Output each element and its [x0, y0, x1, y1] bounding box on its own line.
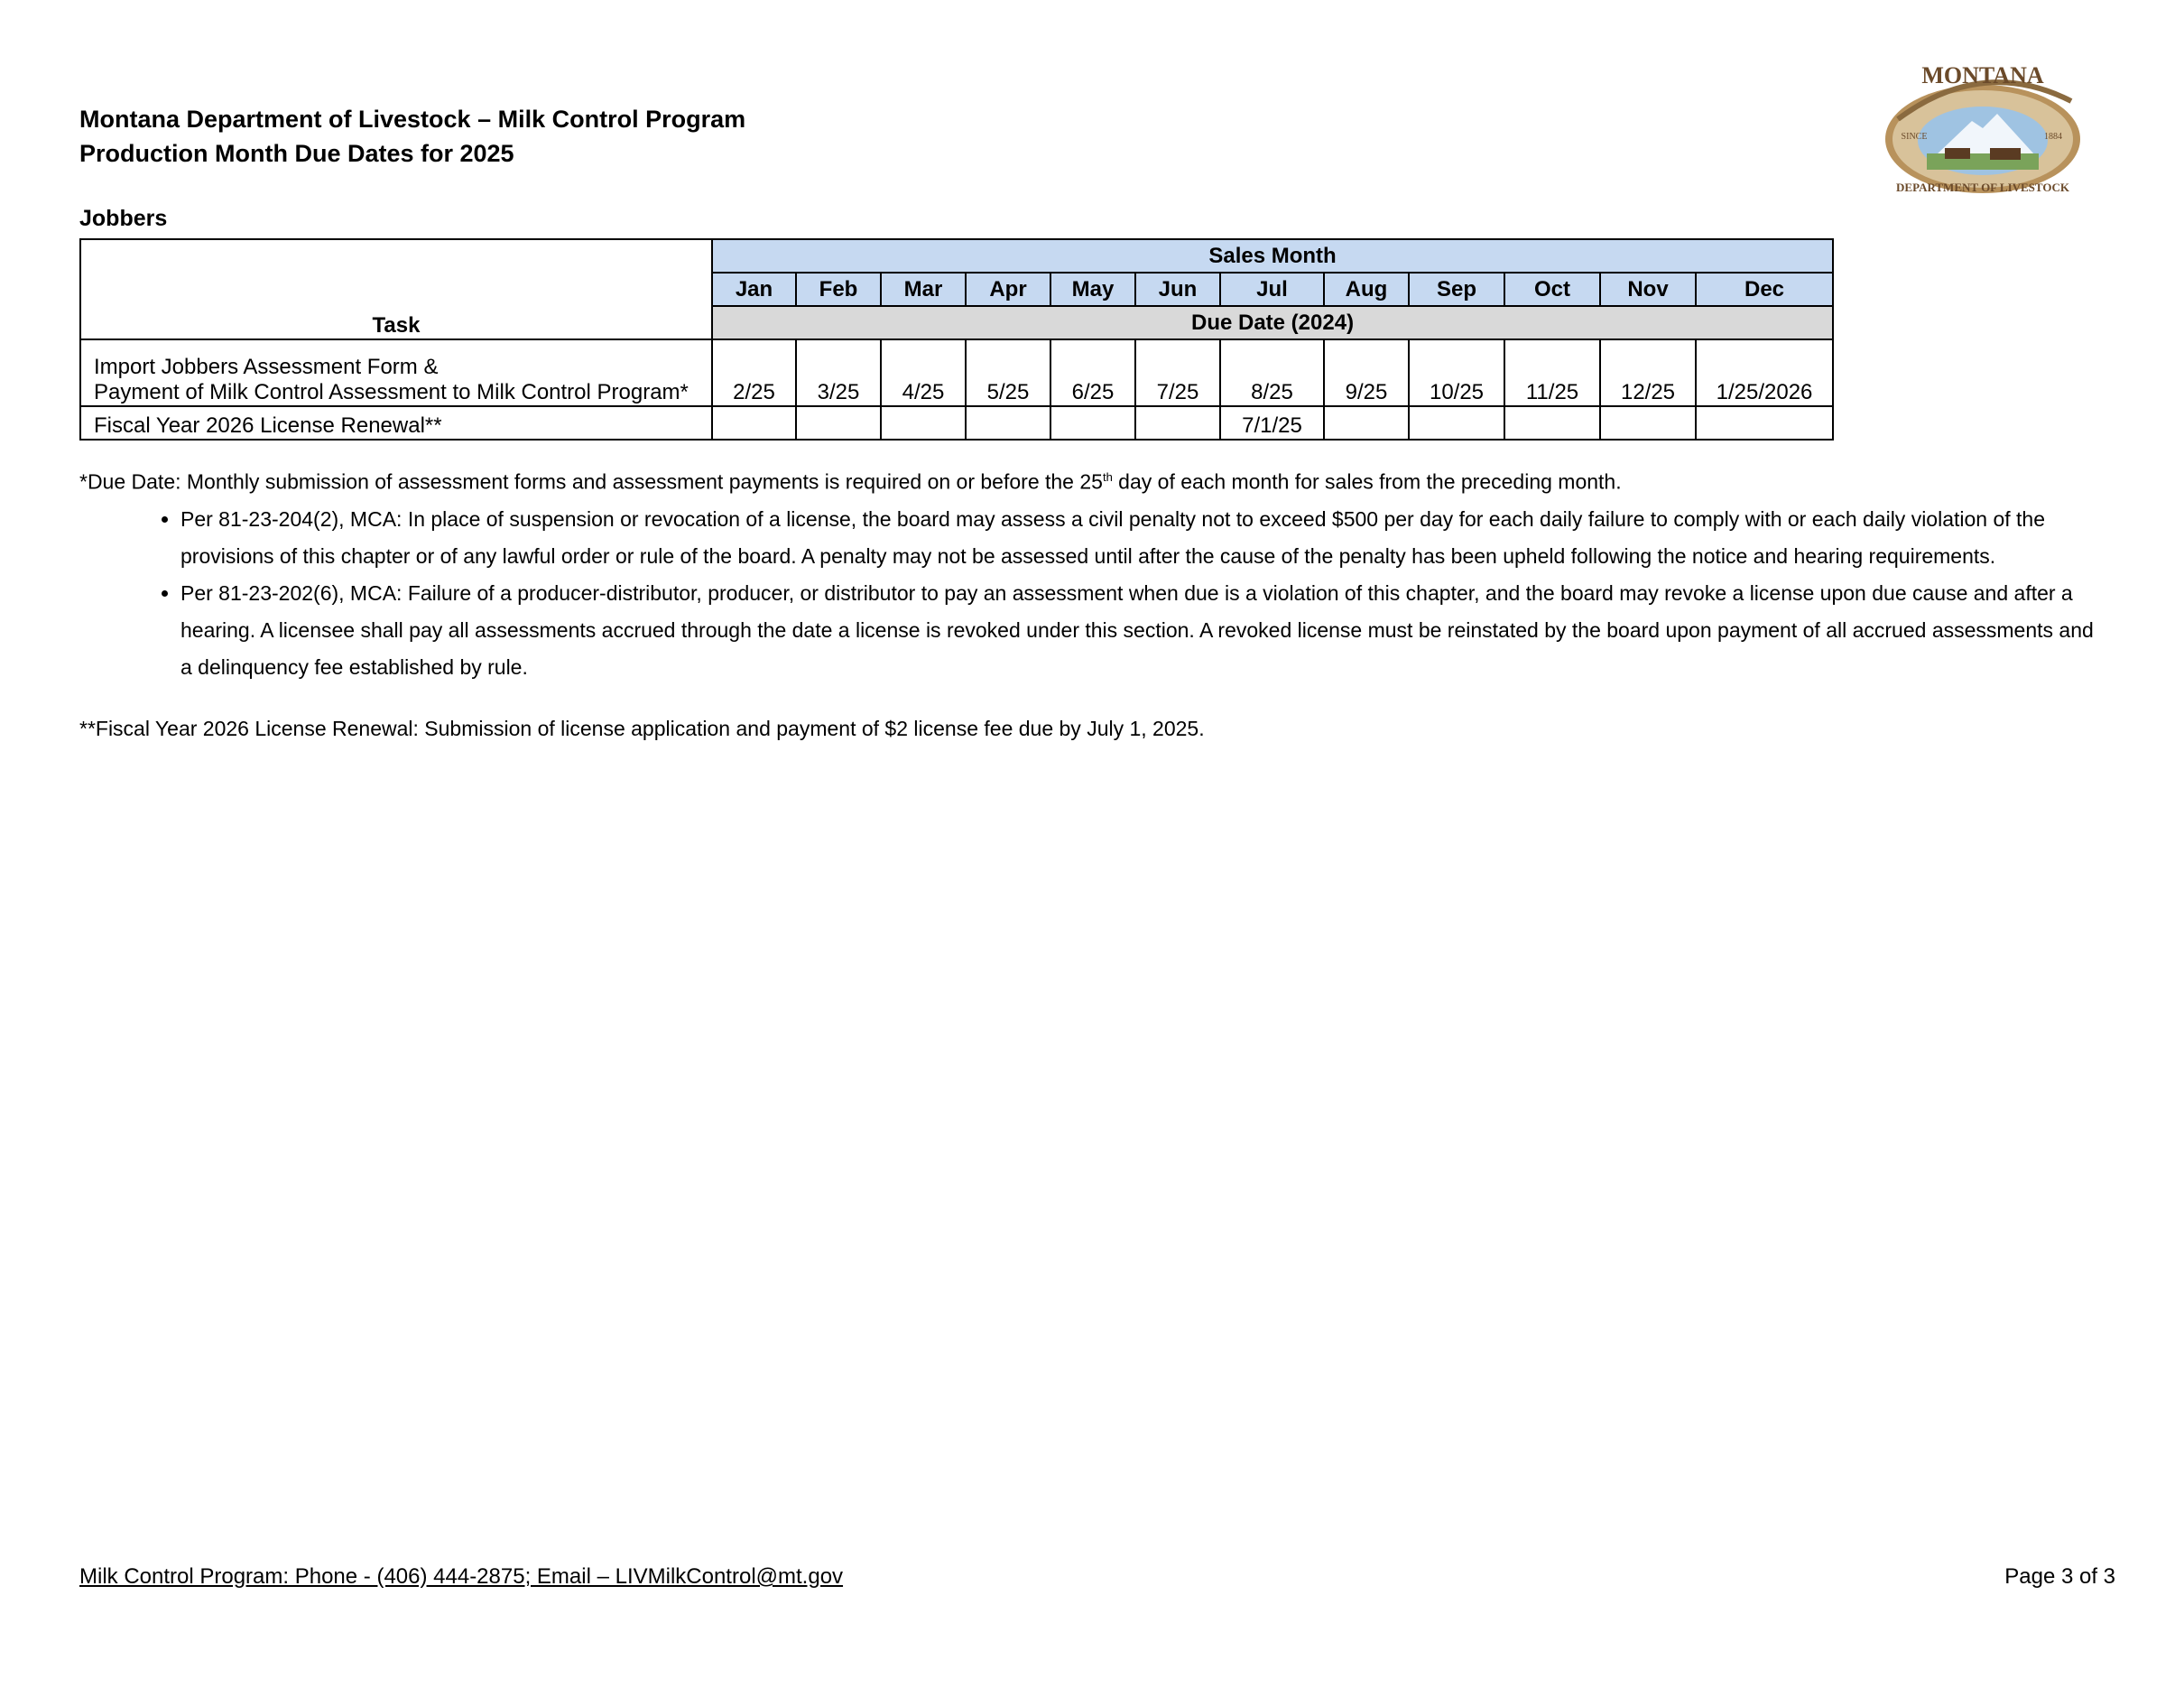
- due-date-cell: [796, 406, 881, 440]
- penalty-bullet-list: [79, 501, 2110, 686]
- task-cell: Fiscal Year 2026 License Renewal**: [80, 406, 712, 440]
- due-date-cell: 4/25: [881, 339, 966, 406]
- due-date-cell: [1135, 406, 1220, 440]
- due-date-cell: 10/25: [1409, 339, 1504, 406]
- sales-month-header: Sales Month: [712, 239, 1833, 273]
- month-header: Oct: [1504, 273, 1600, 306]
- due-date-cell: 3/25: [796, 339, 881, 406]
- due-date-cell: [1050, 406, 1135, 440]
- due-date-cell: [966, 406, 1050, 440]
- due-date-cell: 6/25: [1050, 339, 1135, 406]
- table-row: [80, 339, 1833, 406]
- month-header: Jun: [1135, 273, 1220, 306]
- page-number: Page 3 of 3: [2004, 1564, 2115, 1589]
- month-header: Dec: [1696, 273, 1833, 306]
- due-dates-table: [79, 238, 1834, 441]
- due-date-note-text-end: day of each month for sales from the preceding month.: [1112, 469, 1622, 494]
- due-date-cell: 9/25: [1324, 339, 1409, 406]
- month-header: Nov: [1600, 273, 1696, 306]
- section-title-jobbers: Jobbers: [79, 206, 168, 231]
- month-header: Sep: [1409, 273, 1504, 306]
- svg-text:MONTANA: MONTANA: [1921, 65, 2044, 88]
- due-date-header: Due Date (2024): [712, 306, 1833, 339]
- due-date-cell: 7/1/25: [1220, 406, 1324, 440]
- month-header: Jan: [712, 273, 796, 306]
- montana-livestock-seal-logo: [1882, 65, 2085, 200]
- month-header: Jul: [1220, 273, 1324, 306]
- month-header: May: [1050, 273, 1135, 306]
- document-header: [79, 102, 745, 171]
- due-date-cell: [1696, 406, 1833, 440]
- document-title: Montana Department of Livestock – Milk Control Program: [79, 106, 746, 133]
- month-header: Apr: [966, 273, 1050, 306]
- document-subtitle: Production Month Due Dates for 2025: [79, 140, 514, 167]
- notes-section: [79, 459, 2110, 747]
- due-date-cell: 2/25: [712, 339, 796, 406]
- due-date-cell: 7/25: [1135, 339, 1220, 406]
- due-date-cell: 1/25/2026: [1696, 339, 1833, 406]
- due-date-cell: [1504, 406, 1600, 440]
- task-column-header: Task: [80, 239, 712, 339]
- svg-text:1884: 1884: [2044, 132, 2062, 142]
- due-date-cell: [881, 406, 966, 440]
- month-header: Feb: [796, 273, 881, 306]
- month-header: Mar: [881, 273, 966, 306]
- list-item: • Per 81-23-204(2), MCA: In place of suspension or revocation of a license, the board may assess a civil penalty not to exceed $500 per day for each daily failure to comply with or each daily violation of the provisions of this chapter or of any lawful order or rule of the board. A penalty may not be assessed until after the cause of the penalty has been upheld following the notice and hearing requirements.: [180, 501, 2110, 575]
- due-date-cell: [712, 406, 796, 440]
- license-renewal-note: **Fiscal Year 2026 License Renewal: Submission of license application and payment of $2 license fee due by July 1, 2025.: [79, 716, 1205, 740]
- svg-text:DEPARTMENT OF LIVESTOCK: DEPARTMENT OF LIVESTOCK: [1896, 181, 2069, 194]
- due-date-cell: 8/25: [1220, 339, 1324, 406]
- month-header: Aug: [1324, 273, 1409, 306]
- due-date-cell: [1409, 406, 1504, 440]
- due-date-cell: [1600, 406, 1696, 440]
- list-item: • Per 81-23-202(6), MCA: Failure of a producer-distributor, producer, or distributor to pay an assessment when due is a violation of this chapter, and the board may revoke a license upon due cause and after a hearing. A licensee shall pay all assessments accrued through the date a license is revoked under this section. A revoked license must be reinstated by the board upon payment of all accrued assessments and a delinquency fee established by rule.: [180, 575, 2110, 686]
- due-date-cell: 12/25: [1600, 339, 1696, 406]
- due-date-cell: [1324, 406, 1409, 440]
- svg-text:SINCE: SINCE: [1901, 132, 1928, 142]
- table-row: [80, 406, 1833, 440]
- due-date-cell: 11/25: [1504, 339, 1600, 406]
- due-date-note-sup: th: [1102, 470, 1113, 484]
- due-date-note-text: *Due Date: Monthly submission of assessment forms and assessment payments is required on or before the 25: [79, 469, 1103, 494]
- task-label-line: Payment of Milk Control Assessment to Milk Control Program*: [94, 380, 689, 404]
- task-cell: [80, 339, 712, 406]
- due-date-note: [79, 459, 2110, 501]
- footer-contact: Milk Control Program: Phone - (406) 444-2875; Email – LIVMilkControl@mt.gov: [79, 1564, 844, 1589]
- task-label-line: Import Jobbers Assessment Form &: [94, 355, 439, 379]
- due-date-cell: 5/25: [966, 339, 1050, 406]
